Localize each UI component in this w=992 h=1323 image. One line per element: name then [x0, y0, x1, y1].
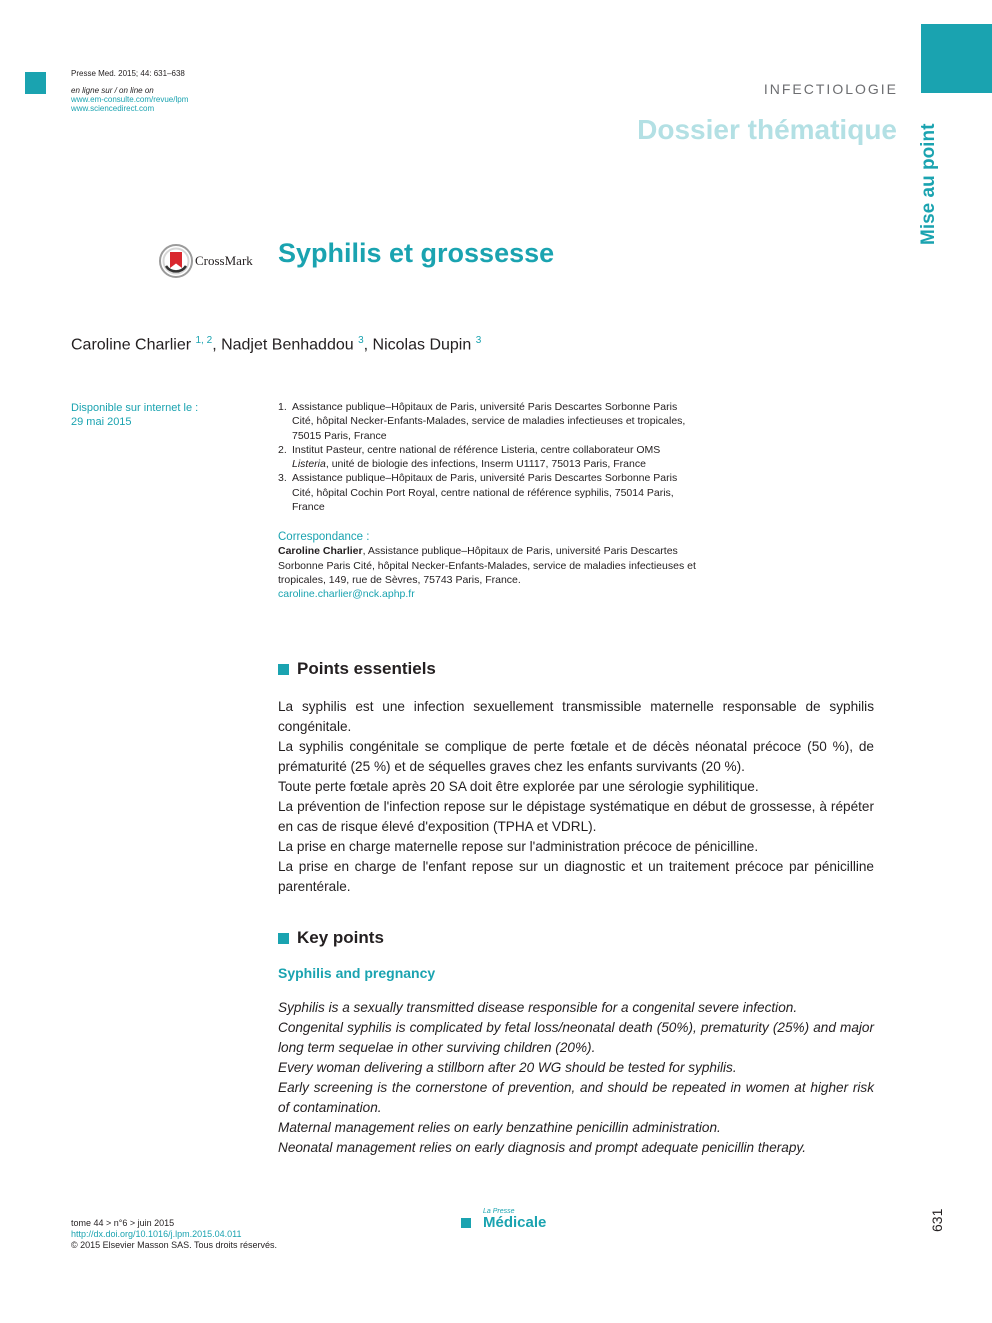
availability-date: 29 mai 2015 [71, 416, 132, 428]
key-points-title: Key points [297, 928, 384, 947]
key-point-item: Congenital syphilis is complicated by fetal loss/neonatal death (50%), prematurity (25%) and major long term sequelae in other surviving children (20%). [278, 1020, 874, 1055]
crossmark-label: CrossMark [195, 253, 253, 268]
journal-citation: Presse Med. 2015; 44: 631–638 [71, 69, 185, 78]
key-point-item: Maternal management relies on early benzathine penicillin administration. [278, 1120, 721, 1135]
availability-label: Disponible sur internet le : [71, 402, 199, 414]
author-affiliation-ref: 3 [358, 335, 364, 346]
key-point-item: Syphilis is a sexually transmitted disease responsible for a congenital severe infection. [278, 1000, 798, 1015]
brand-square [461, 1218, 471, 1228]
point-item: La syphilis congénitale se complique de perte fœtale et de décès néonatal précoce (50 %), de prématurité (25 %) et de séquelles graves chez les enfants survivants (20 %). [278, 739, 874, 774]
author-name: Nicolas Dupin [372, 336, 472, 354]
author-affiliation-ref: 3 [475, 335, 482, 346]
affiliation-list [278, 400, 698, 514]
journal-meta [71, 69, 188, 113]
correspondence-name: Caroline Charlier [278, 545, 363, 558]
page-number: 631 [929, 1208, 945, 1232]
heading-bullet [278, 664, 289, 675]
correspondence-heading: Correspondance : [278, 531, 370, 543]
brand-big-text: Médicale [483, 1214, 547, 1231]
copyright: © 2015 Elsevier Masson SAS. Tous droits réservés. [71, 1240, 278, 1250]
dossier-label: Dossier thématique [637, 114, 897, 145]
brand-small-text: La Presse [483, 1208, 515, 1215]
doi-link[interactable]: http://dx.doi.org/10.1016/j.lpm.2015.04.011 [71, 1229, 242, 1239]
article-title: Syphilis et grossesse [278, 238, 555, 268]
footer [71, 1218, 277, 1251]
affiliation-number: 1. [278, 401, 287, 413]
affiliation-text: , unité de biologie des infections, Inserm U1117, 75013 Paris, France [325, 458, 646, 471]
key-point-item: Neonatal management relies on early diagnosis and prompt adequate penicillin therapy. [278, 1140, 806, 1155]
affiliation-item [278, 400, 698, 443]
correspondence [278, 530, 698, 601]
affiliation-text: Institut Pasteur, centre national de référence Listeria, centre collaborateur OMS [292, 443, 661, 456]
crossmark-badge[interactable] [159, 244, 253, 278]
author-affiliation-ref: 1, 2 [195, 335, 213, 346]
heading-bullet [278, 933, 289, 944]
point-item: La prévention de l'infection repose sur le dépistage systématique en début de grossesse, à répéter en cas de risque élevé d'exposition (TPHA et VDRL). [278, 799, 874, 834]
availability [71, 401, 198, 429]
point-item: La prise en charge de l'enfant repose sur un diagnostic et un traitement précoce par pénicilline parentérale. [278, 859, 874, 894]
issue-info: tome 44 > n°6 > juin 2015 [71, 1218, 175, 1228]
affiliation-italic: Listeria [292, 458, 326, 471]
key-points-heading [278, 928, 384, 948]
journal-url-sciencedirect[interactable]: www.sciencedirect.com [71, 104, 155, 113]
key-point-item: Every woman delivering a stillborn after 20 WG should be tested for syphilis. [278, 1060, 737, 1075]
correspondence-email[interactable]: caroline.charlier@nck.aphp.fr [278, 588, 415, 601]
author-name: Caroline Charlier [71, 336, 192, 354]
journal-brand [461, 1208, 546, 1230]
affiliation-number: 2. [278, 443, 287, 456]
brand-logo [483, 1208, 546, 1230]
points-essentiels-heading [278, 659, 436, 679]
affiliation-text: Assistance publique–Hôpitaux de Paris, université Paris Descartes Sorbonne Paris Cité, hôpital Cochin Port Royal, centre national de référence syphilis, 75014 Paris, France [292, 472, 678, 514]
affiliation-number: 3. [278, 472, 287, 485]
journal-url-emconsulte[interactable]: www.em-consulte.com/revue/lpm [71, 95, 189, 104]
crossmark-icon [159, 244, 193, 278]
point-item: La syphilis est une infection sexuellement transmissible maternelle responsable de syphilis congénitale. [278, 699, 874, 734]
affiliation-item [278, 443, 698, 472]
key-points-subtitle: Syphilis and pregnancy [278, 965, 436, 981]
correspondence-address: , Assistance publique–Hôpitaux de Paris, université Paris Descartes Sorbonne Paris Cité, hôpital Necker-Enfants-Malades, service de maladies infectieuses et tropicales, 149, rue de Sèvres, 75743 Paris, France. [278, 545, 696, 586]
points-essentiels-list [278, 697, 874, 897]
correspondence-body [278, 544, 698, 587]
affiliation-text: Assistance publique–Hôpitaux de Paris, université Paris Descartes Sorbonne Paris Cité, hôpital Necker-Enfants-Malades, service de maladies infectieuses et tropicales, 75015 Paris, France [292, 401, 686, 442]
key-points-list [278, 998, 874, 1158]
points-essentiels-title: Points essentiels [297, 659, 436, 678]
point-item: Toute perte fœtale après 20 SA doit être explorée par une sérologie syphilitique. [278, 779, 759, 794]
online-label: en ligne sur / on line on [71, 86, 154, 95]
author-list: Caroline Charlier $^{1, 2}$, Nadjet Benhaddou $^3$, Nicolas Dupin $^3$ [71, 335, 482, 354]
corner-square-left [25, 72, 46, 94]
section-tag: INFECTIOLOGIE [763, 81, 898, 97]
corner-square-right [921, 24, 992, 93]
author-name: Nadjet Benhaddou [221, 336, 354, 354]
affiliation-item [278, 471, 698, 514]
point-item: La prise en charge maternelle repose sur l'administration précoce de pénicilline. [278, 839, 759, 854]
key-point-item: Early screening is the cornerstone of prevention, and should be repeated in women at higher risk of contamination. [278, 1080, 874, 1115]
side-label: Mise au point [918, 123, 939, 245]
